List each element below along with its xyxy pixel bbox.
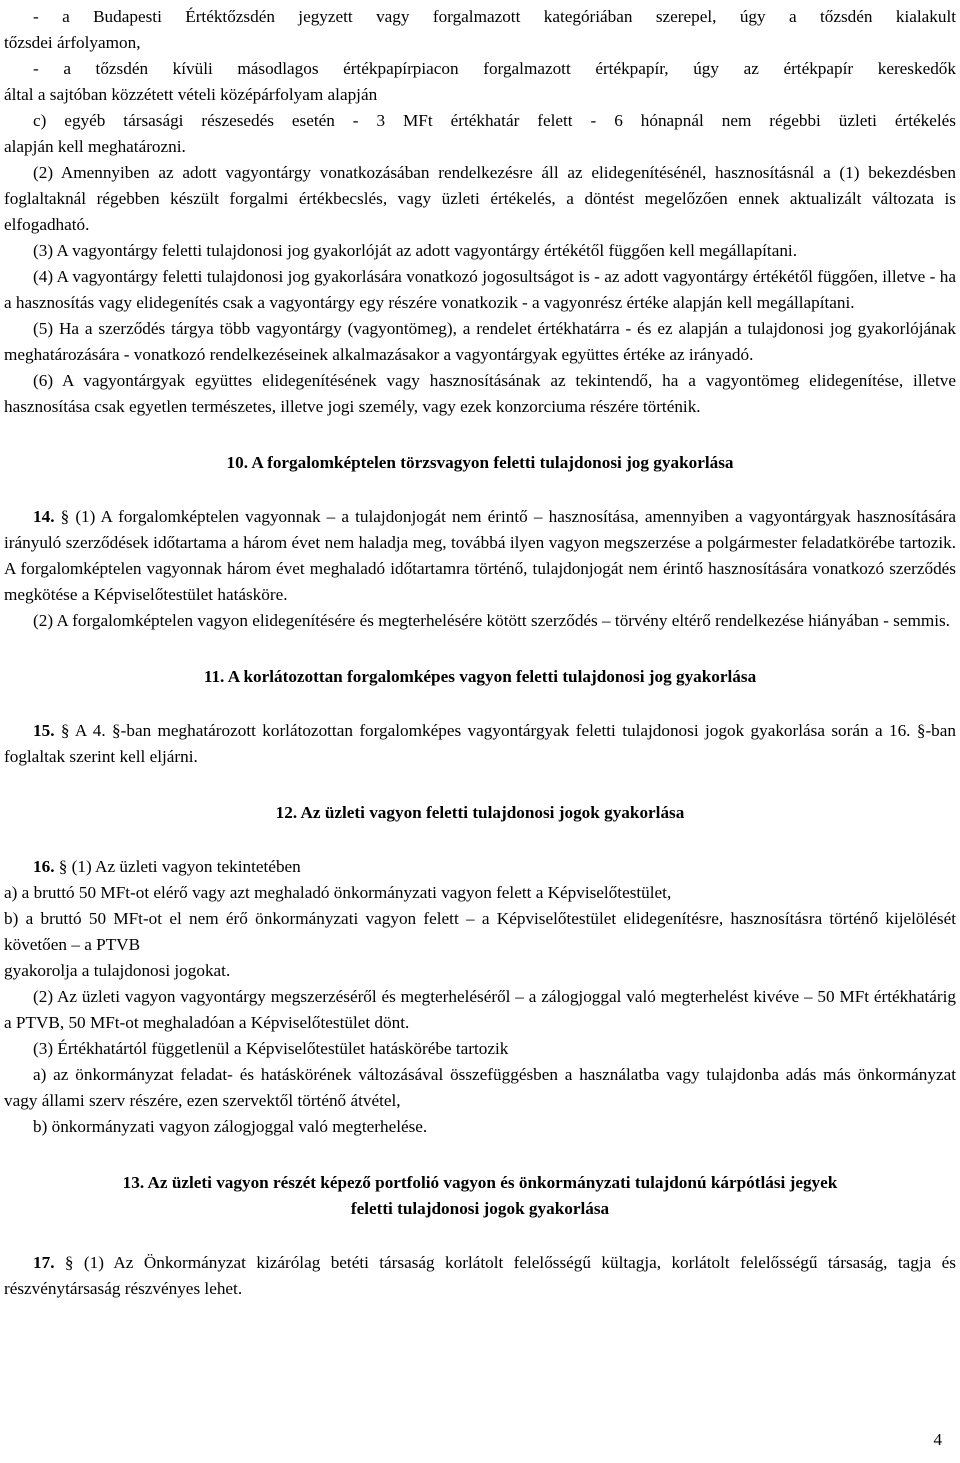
- section-16-item-a: a) a bruttó 50 MFt-ot elérő vagy azt meghaladó önkormányzati vagyon felett a Képviselőtestület,: [4, 883, 672, 902]
- section-number-17: 17.: [33, 1253, 55, 1272]
- list-item-b-line1: - a tőzsdén kívüli másodlagos értékpapírpiacon forgalmazott értékpapír, úgy az értékpapír kereskedők: [33, 59, 956, 78]
- section-heading-13: [4, 1170, 956, 1222]
- section-16-text-1: § (1) Az üzleti vagyon tekintetében: [58, 857, 301, 876]
- section-17-paragraph-1: [4, 1250, 956, 1302]
- section-14-paragraph-1: [4, 504, 956, 608]
- paragraph-5: (5) Ha a szerződés tárgya több vagyontárgy (vagyontömeg), a rendelet értékhatárra - és ez alapján a tulajdonosi jog gyakorlójának meghatározására - vonatkozó rendelkezéseinek alkalmazásakor a vagyontárgyak együttes értéke az irányadó.: [4, 319, 956, 364]
- section-16-item-3b: b) önkormányzati vagyon zálogjoggal való megterhelése.: [33, 1117, 428, 1136]
- section-16-paragraph-1: [4, 854, 956, 880]
- section-heading-13-line2: feletti tulajdonosi jogok gyakorlása: [350, 1199, 610, 1218]
- section-15-text-1: § A 4. §-ban meghatározott korlátozottan forgalomképes vagyontárgyak feletti tulajdonosi jogok gyakorlása során a 16. §-ban foglaltak szerint kell eljárni.: [4, 721, 956, 766]
- section-16-paragraph-2: (2) Az üzleti vagyon vagyontárgy megszerzéséről és megterheléséről – a zálogjoggal való megterhelést kivéve – 50 MFt értékhatárig a PTVB, 50 MFt-ot meghaladóan a Képviselőtestület dönt.: [4, 987, 956, 1032]
- list-item-c-line1: c) egyéb társasági részesedés esetén - 3 MFt értékhatár felett - 6 hónapnál nem régebbi üzleti értékelés: [33, 111, 956, 130]
- section-17-text-1: § (1) Az Önkormányzat kizárólag betéti társaság korlátolt felelősségű kültagja, korlátolt felelősségű társaság, tagja és részvénytársaság részvényes lehet.: [4, 1253, 956, 1298]
- section-14-text-1: § (1) A forgalomképtelen vagyonnak – a tulajdonjogát nem érintő – hasznosítása, amennyiben a vagyontárgyak hasznosítására irányuló szerződések időtartama a három évet nem haladja meg, továbbá ilyen vagyon megszerzése a polgármester feladatkörébe tartozik. A forgalomképtelen vagyonnak három évet meghaladó időtartamra történő, tulajdonjogát nem érintő hasznosítására vonatkozó szerződés megkötése a Képviselőtestület hatásköre.: [4, 507, 957, 604]
- list-item-c-line2: alapján kell meghatározni.: [4, 137, 186, 156]
- paragraph-2: (2) Amennyiben az adott vagyontárgy vonatkozásában rendelkezésre áll az elidegenítésénél, hasznosításnál a (1) bekezdésben foglaltaknál régebben készült forgalmi értékbecslés, vagy üzleti értékelés, a döntést megelőzően ennek aktualizált változata is elfogadható.: [4, 163, 956, 234]
- page-number: 4: [933, 1430, 942, 1449]
- section-heading-11: 11. A korlátozottan forgalomképes vagyon feletti tulajdonosi jog gyakorlása: [203, 667, 757, 686]
- section-heading-12: 12. Az üzleti vagyon feletti tulajdonosi jogok gyakorlása: [275, 803, 685, 822]
- list-item-a-line1: - a Budapesti Értéktőzsdén jegyzett vagy forgalmazott kategóriában szerepel, úgy a tőzsdén kialakult: [33, 7, 956, 26]
- section-number-15: 15.: [33, 721, 55, 740]
- list-item-a-line2: tőzsdei árfolyamon,: [4, 33, 141, 52]
- list-item-b-line2: által a sajtóban közzétett vételi középárfolyam alapján: [4, 85, 378, 104]
- section-16-item-b: b) a bruttó 50 MFt-ot el nem érő önkormányzati vagyon felett – a Képviselőtestület elidegenítésre, hasznosításra történő kijelölését követően – a PTVB: [4, 909, 956, 954]
- section-16-paragraph-3: (3) Értékhatártól függetlenül a Képviselőtestület hatáskörébe tartozik: [33, 1039, 509, 1058]
- paragraph-6: (6) A vagyontárgyak együttes elidegenítésének vagy hasznosításának az tekintendő, ha a vagyontömeg elidegenítése, illetve hasznosítása csak egyetlen természetes, illetve jogi személy, vagy ezek konzorciuma részére történik.: [4, 371, 956, 416]
- section-15-paragraph-1: [4, 718, 956, 770]
- section-heading-13-line1: 13. Az üzleti vagyon részét képező portfolió vagyon és önkormányzati tulajdonú kárpótlási jegyek: [122, 1173, 838, 1192]
- section-number-14: 14.: [33, 507, 55, 526]
- section-14-paragraph-2: (2) A forgalomképtelen vagyon elidegenítésére és megterhelésére kötött szerződés – törvény eltérő rendelkezése hiányában - semmis.: [33, 611, 950, 630]
- section-heading-10: 10. A forgalomképtelen törzsvagyon feletti tulajdonosi jog gyakorlása: [226, 453, 734, 472]
- section-number-16: 16.: [33, 857, 55, 876]
- document-page: [4, 4, 956, 1302]
- intro-list: [4, 4, 956, 160]
- section-16-tail: gyakorolja a tulajdonosi jogokat.: [4, 961, 231, 980]
- paragraph-3: (3) A vagyontárgy feletti tulajdonosi jog gyakorlóját az adott vagyontárgy értékétől függően kell megállapítani.: [33, 241, 798, 260]
- paragraph-4: (4) A vagyontárgy feletti tulajdonosi jog gyakorlására vonatkozó jogosultságot is - az adott vagyontárgy értékétől függően, illetve - ha a hasznosítás vagy elidegenítés csak a vagyontárgy egy részére vonatkozik - a vagyonrész értéke alapján kell megállapítani.: [4, 267, 956, 312]
- section-16-item-3a: a) az önkormányzat feladat- és hatáskörének változásával összefüggésben a használatba vagy tulajdonba adás más önkormányzat vagy állami szerv részére, ezen szervektől történő átvétel,: [4, 1065, 956, 1110]
